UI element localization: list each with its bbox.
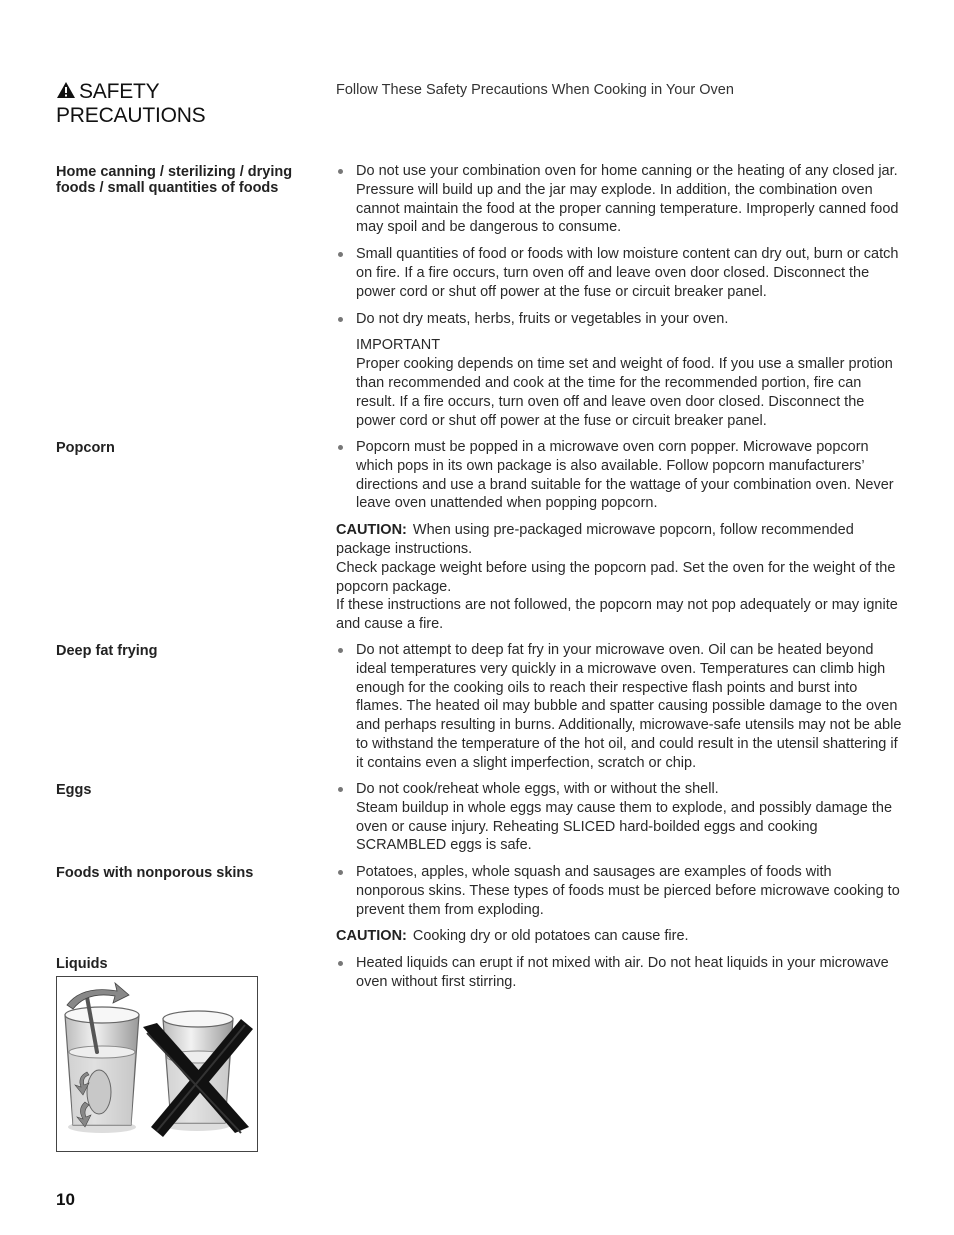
- section-eggs: [336, 780, 904, 855]
- list-item: Do not use your combination oven for home canning or the heating of any closed jar. Pressure will build up and the jar may explode. In addition, the combination oven cannot maintain the food at the proper canning temperature. Improperly canned food may spoil and be dangerous to consume.: [336, 162, 904, 237]
- list-item: Popcorn must be popped in a microwave oven corn popper. Microwave popcorn which pops in its own package is also available. Follow popcorn manufacturers’ directions and use a brand suitable for the wattage of your combination oven. Never leave oven unattended when popping popcorn.: [336, 438, 904, 513]
- section-home-canning: [336, 162, 904, 430]
- list-item: Do not dry meats, herbs, fruits or vegetables in your oven.: [336, 310, 904, 329]
- caution-nonporous: CAUTION: Cooking dry or old potatoes can cause fire.: [336, 928, 689, 945]
- title-line1: SAFETY: [79, 80, 160, 103]
- liquids-illustration: [56, 976, 258, 1152]
- section-deep-fat-frying: [336, 641, 904, 773]
- caution-popcorn: CAUTION: When using pre-packaged microwave popcorn, follow recommended package instructions. Check package weight before using the popcorn pad. Set the oven for the weight of the popcorn package. If these instructions are not followed, the popcorn may not pop adequately or may ignite and cause a fire.: [336, 522, 898, 633]
- label-liquids: Liquids: [56, 956, 108, 972]
- label-eggs: Eggs: [56, 782, 92, 798]
- section-popcorn: [336, 438, 904, 634]
- title-line2: PRECAUTIONS: [56, 104, 206, 127]
- section-nonporous-skins: [336, 863, 904, 946]
- list-item: Do not attempt to deep fat fry in your microwave oven. Oil can be heated beyond ideal temperatures very quickly in a microwave oven. Temperatures can climb high enough for the cooking oils to reach their respective flash points and burst into flames. The heated oil may bubble and spatter causing possible damage to the oven and perhaps resulting in burns. Additionally, microwave-safe utensils may not be able to withstand the temperature of the hot oil, and could result in the utensil shattering if it contains even a slight imperfection, scratch or chip.: [336, 641, 904, 773]
- page-number: 10: [56, 1190, 75, 1209]
- important-note: IMPORTANT Proper cooking depends on time set and weight of food. If you use a smaller protion than recommended and cook at the time for the recommended portion, fire can result. If a fire occurs, turn oven off and leave oven door closed. Disconnect the power cord or shut off power at the fuse or circuit breaker panel.: [356, 337, 893, 429]
- list-item: Potatoes, apples, whole squash and sausages are examples of foods with nonporous skins. These types of foods must be pierced before microwave cooking to prevent them from exploding.: [336, 863, 904, 919]
- page-title: [56, 80, 306, 127]
- list-item: Small quantities of food or foods with low moisture content can dry out, burn or catch on fire. If a fire occurs, turn oven off and leave oven door closed. Disconnect the power cord or shut off power at the fuse or circuit breaker panel.: [336, 245, 904, 301]
- label-popcorn: Popcorn: [56, 440, 115, 456]
- list-item: Heated liquids can erupt if not mixed with air. Do not heat liquids in your microwave oven without first stirring.: [336, 954, 904, 992]
- label-nonporous-skins: Foods with nonporous skins: [56, 865, 254, 881]
- label-home-canning: Home canning / sterilizing / drying foods / small quantities of foods: [56, 164, 293, 196]
- stirred-glass-icon: [65, 983, 139, 1133]
- list-item: Do not cook/reheat whole eggs, with or without the shell. Steam buildup in whole eggs may cause them to explode, and possibly damage the oven or cause injury. Reheating SLICED hard-boilded eggs and cooking SCRAMBLED eggs is safe.: [336, 780, 904, 855]
- page-subtitle: Follow These Safety Precautions When Cooking in Your Oven: [336, 82, 734, 98]
- section-liquids: [336, 954, 904, 992]
- warning-triangle-icon: [56, 81, 76, 104]
- label-deep-fat-frying: Deep fat frying: [56, 643, 158, 659]
